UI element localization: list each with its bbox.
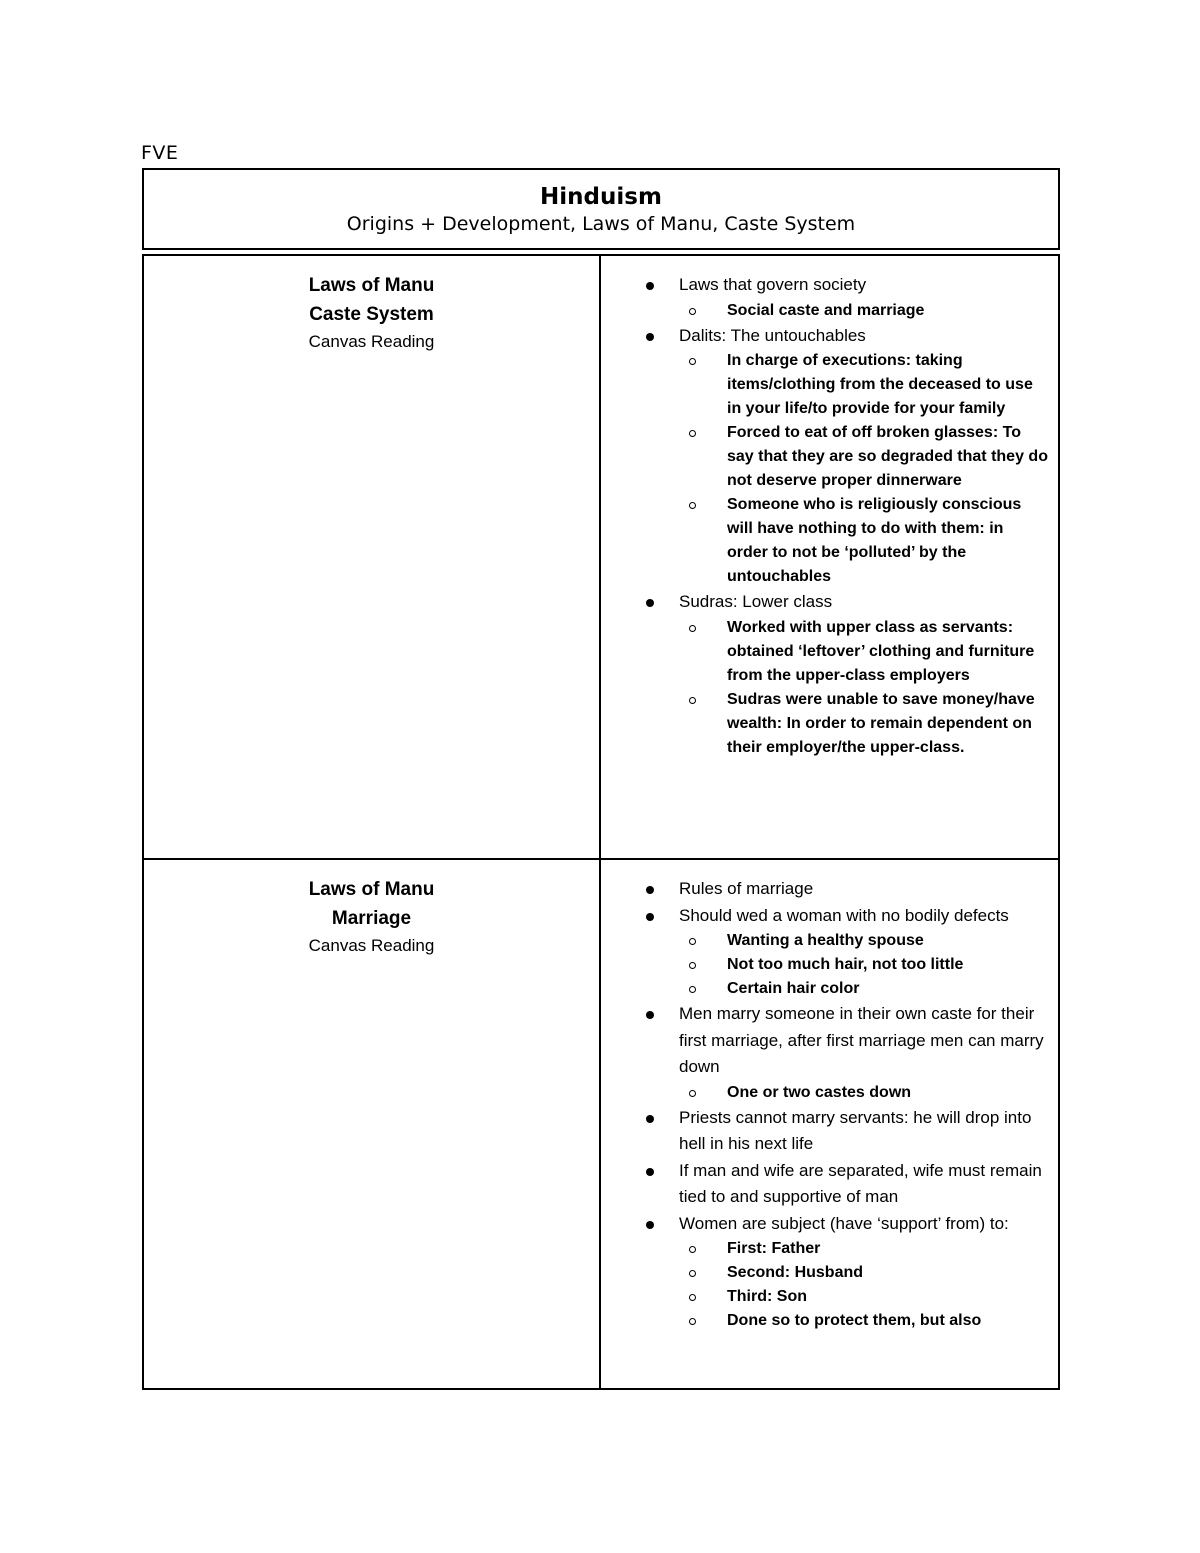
- sub-bullet-item: Third: Son: [651, 1285, 1048, 1309]
- sub-bullet-item: Second: Husband: [651, 1261, 1048, 1285]
- sub-bullet-item: Someone who is religiously conscious will have nothing to do with them: in order to not be ‘polluted’ by the untouchables: [651, 493, 1048, 589]
- bullet-item: Priests cannot marry servants: he will drop into hell in his next life: [601, 1105, 1048, 1158]
- bullet-icon: [646, 599, 654, 607]
- topic-subtitle: Caste System: [309, 304, 434, 325]
- sub-bullet-item: One or two castes down: [651, 1081, 1048, 1105]
- sub-bullet-item: Certain hair color: [651, 977, 1048, 1001]
- bullet-item: Men marry someone in their own caste for their first marriage, after first marriage men can marry down One or two castes down: [601, 1001, 1048, 1105]
- bullet-icon: [646, 333, 654, 341]
- topic-cell: [144, 860, 601, 1388]
- sub-bullet-item: First: Father: [651, 1237, 1048, 1261]
- notes-cell: [601, 256, 1058, 858]
- bullet-item: Should wed a woman with no bodily defects Wanting a healthy spouse Not too much hair, not too little Certain hair color: [601, 903, 1048, 1002]
- bullet-icon: [646, 886, 654, 894]
- topic-title: Laws of Manu: [308, 275, 435, 296]
- circle-bullet-icon: [689, 502, 696, 509]
- sub-bullet-item: In charge of executions: taking items/clothing from the deceased to use in your life/to provide for your family: [651, 349, 1048, 421]
- table-row: [144, 858, 1058, 1388]
- bullet-item: Laws that govern society Social caste and marriage: [601, 272, 1048, 323]
- circle-bullet-icon: [689, 1090, 696, 1097]
- document-title: Hinduism: [540, 184, 662, 210]
- bullet-item: If man and wife are separated, wife must remain tied to and supportive of man: [601, 1158, 1048, 1211]
- sub-bullet-item: Sudras were unable to save money/have wealth: In order to remain dependent on their employer/the upper-class.: [651, 688, 1048, 760]
- circle-bullet-icon: [689, 308, 696, 315]
- bullet-icon: [646, 282, 654, 290]
- bullet-item: Sudras: Lower class Worked with upper class as servants: obtained ‘leftover’ clothing and furniture from the upper-class employers Sudras were unable to save money/have wealth: In order to remain dependent on their employer/the upper-class.: [601, 589, 1048, 760]
- circle-bullet-icon: [689, 938, 696, 945]
- topic-source: Canvas Reading: [308, 332, 435, 351]
- bullet-icon: [646, 913, 654, 921]
- circle-bullet-icon: [689, 625, 696, 632]
- topic-subtitle: Marriage: [331, 908, 412, 929]
- topic-source: Canvas Reading: [308, 936, 435, 955]
- bullet-item: Dalits: The untouchables In charge of executions: taking items/clothing from the deceased to use in your life/to provide for your family Forced to eat of off broken glasses: To say that they are so degraded that they do not deserve proper dinnerware Someone who is religiously conscious will have nothing to do with them: in order to not be ‘polluted’ by the untouchables: [601, 323, 1048, 590]
- sub-bullet-item: Not too much hair, not too little: [651, 953, 1048, 977]
- sub-bullet-item: Forced to eat of off broken glasses: To say that they are so degraded that they do not deserve proper dinnerware: [651, 421, 1048, 493]
- sub-bullet-item: Done so to protect them, but also: [651, 1309, 1048, 1333]
- bullet-icon: [646, 1168, 654, 1176]
- circle-bullet-icon: [689, 1294, 696, 1301]
- sub-bullet-item: Social caste and marriage: [651, 299, 1048, 323]
- bullet-item: Women are subject (have ‘support’ from) to: First: Father Second: Husband Third: Son Done so to protect them, but also: [601, 1211, 1048, 1334]
- topic-title: Laws of Manu: [308, 879, 435, 900]
- topic-cell: [144, 256, 601, 858]
- bullet-item: Rules of marriage: [601, 876, 1048, 903]
- circle-bullet-icon: [689, 697, 696, 704]
- bullet-icon: [646, 1011, 654, 1019]
- bullet-icon: [646, 1115, 654, 1123]
- circle-bullet-icon: [689, 1318, 696, 1325]
- circle-bullet-icon: [689, 986, 696, 993]
- circle-bullet-icon: [689, 1246, 696, 1253]
- notes-cell: [601, 860, 1058, 1388]
- circle-bullet-icon: [689, 430, 696, 437]
- circle-bullet-icon: [689, 962, 696, 969]
- sub-bullet-item: Wanting a healthy spouse: [651, 929, 1048, 953]
- table-row: [144, 256, 1058, 858]
- sub-bullet-item: Worked with upper class as servants: obtained ‘leftover’ clothing and furniture from the upper-class employers: [651, 616, 1048, 688]
- page-label: FVE: [141, 142, 179, 164]
- notes-table: [142, 254, 1060, 1390]
- bullet-icon: [646, 1221, 654, 1229]
- document-subtitle: Origins + Development, Laws of Manu, Caste System: [346, 213, 856, 235]
- circle-bullet-icon: [689, 358, 696, 365]
- circle-bullet-icon: [689, 1270, 696, 1277]
- document-header: [142, 168, 1060, 250]
